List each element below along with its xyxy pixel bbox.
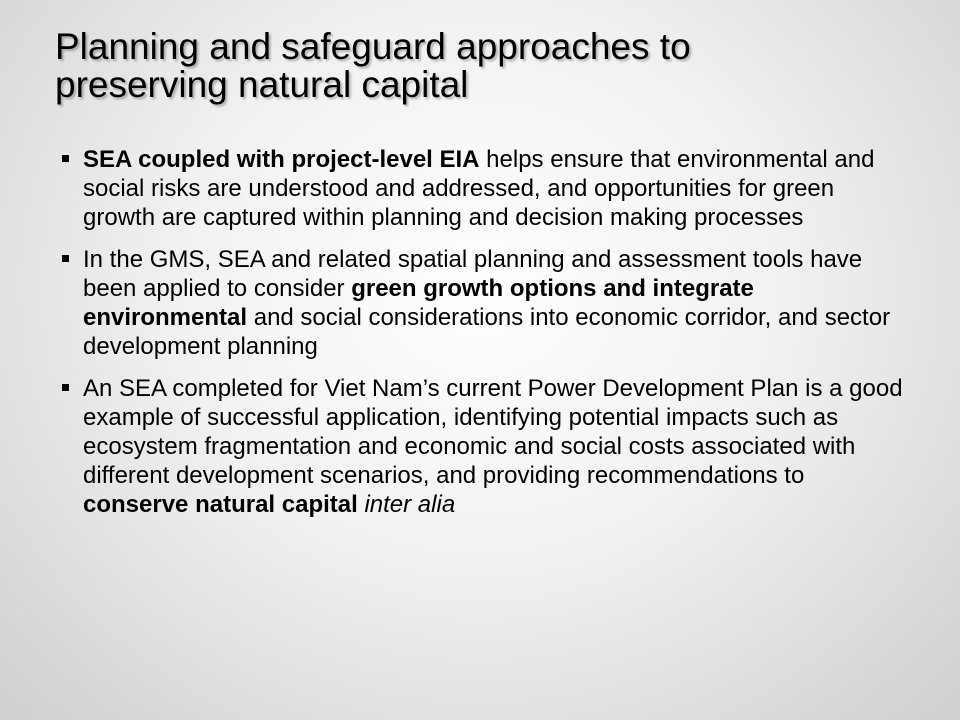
slide-title <box>55 28 915 104</box>
bullet-1-bold-lead: SEA coupled with project-level EIA <box>83 146 480 173</box>
bullet-2-bold: green growth options and integrate environmental <box>83 275 754 331</box>
bullet-3-text-before: An SEA completed for Viet Nam’s current Power Development Plan is a good example of successful application, identifying potential impacts such as ecosystem fragmentation and economic and social costs associated with different development scenarios, and providing recommendations to <box>83 375 903 489</box>
bullet-item-gms <box>62 245 912 361</box>
bullet-3-bold: conserve natural capital <box>83 491 358 518</box>
bullet-list <box>62 145 912 532</box>
bullet-item-sea-eia <box>62 145 912 232</box>
bullet-2-text-after: and social considerations into economic corridor, and sector development planning <box>83 304 891 360</box>
square-bullet-icon <box>62 155 69 162</box>
bullet-item-viet-nam <box>62 374 912 519</box>
square-bullet-icon <box>62 255 69 262</box>
bullet-3-italic: inter alia <box>364 491 456 518</box>
bullet-1-text: helps ensure that environmental and social risks are understood and addressed, and opportunities for green growth are captured within planning and decision making processes <box>83 146 875 231</box>
slide-title-line-1: Planning and safeguard approaches to <box>55 26 691 67</box>
square-bullet-icon <box>62 384 69 391</box>
bullet-2-text-before: In the GMS, SEA and related spatial planning and assessment tools have been applied to consider <box>83 246 863 302</box>
slide-title-line-2: preserving natural capital <box>55 64 469 105</box>
